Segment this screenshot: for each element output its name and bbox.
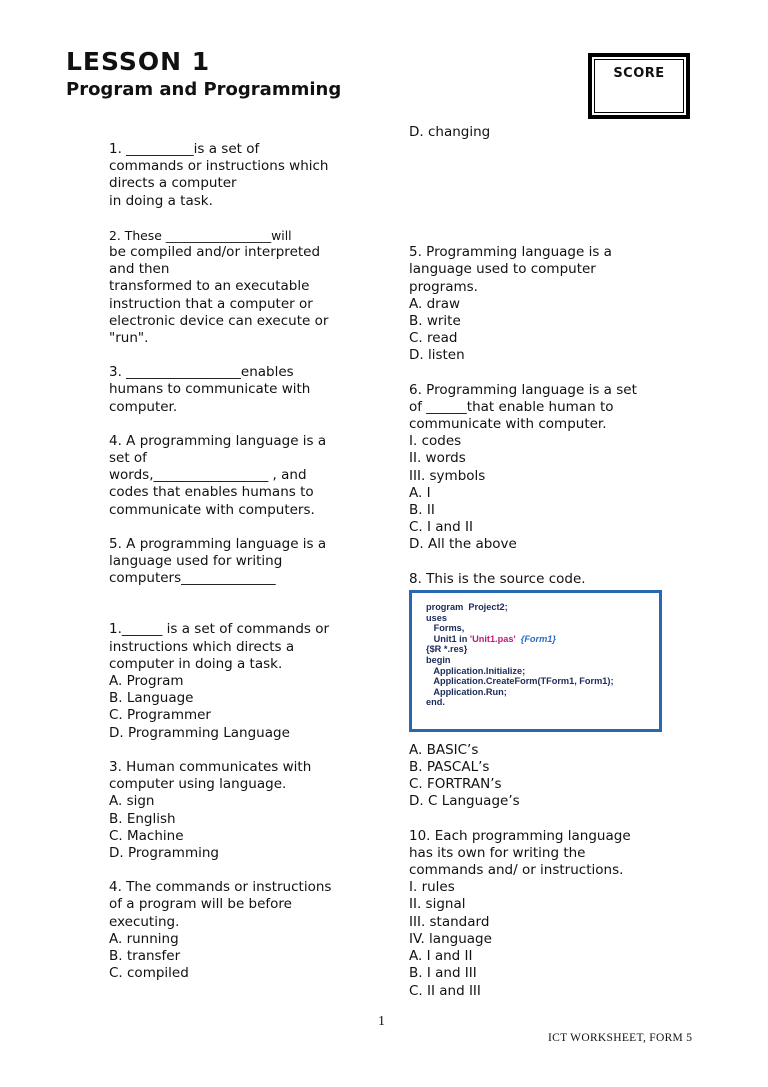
text-line: B. write: [409, 313, 461, 330]
question-fill-1: [109, 141, 371, 210]
text-line: be compiled and/or interpreted: [109, 244, 321, 261]
code-line: [426, 634, 614, 645]
question-mc-4: [109, 879, 371, 982]
text-line: 1. __________is a set of: [109, 141, 260, 157]
text-line: 10. Each programming language: [409, 827, 631, 844]
text-line: A. Program: [109, 673, 184, 690]
text-line: directs a computer: [109, 175, 237, 192]
text-line: C. Machine: [109, 827, 184, 844]
score-label: SCORE: [613, 66, 665, 81]
text-line: and then: [109, 261, 170, 278]
text-line: C. II and III: [409, 982, 481, 999]
text-line: D. changing: [409, 124, 491, 140]
text-line: A. running: [109, 930, 179, 947]
text-line: commands or instructions which: [109, 158, 329, 175]
question-fill-2: [109, 227, 371, 347]
text-line: A. BASIC’s: [409, 741, 479, 758]
text-line: I. rules: [409, 879, 455, 896]
question-mc-3: [109, 759, 371, 862]
question-mc-8-options: [409, 742, 709, 811]
code-text: Unit1 in: [426, 633, 470, 644]
code-line: Application.Run;: [426, 686, 507, 697]
text-line: 2. These _________________will: [109, 227, 292, 243]
text-line: codes that enables humans to: [109, 484, 314, 501]
text-line: D. All the above: [409, 536, 517, 553]
lesson-title: LESSON 1: [66, 47, 211, 76]
text-line: D. C Language’s: [409, 793, 520, 810]
text-line: II. signal: [409, 896, 466, 913]
text-line: C. read: [409, 330, 458, 347]
code-line: Application.CreateForm(TForm1, Form1);: [426, 676, 614, 687]
text-line: III. standard: [409, 913, 490, 930]
text-line: D. Programming: [109, 844, 219, 861]
text-line: 4. A programming language is a: [109, 432, 327, 449]
question-mc-10: [409, 828, 709, 1000]
question-mc-8: [409, 571, 709, 588]
question-mc-1: [109, 621, 371, 741]
text-line: B. English: [109, 810, 176, 827]
text-line: B. II: [409, 502, 435, 519]
text-line: of ______that enable human to: [409, 398, 614, 415]
text-line: 8. This is the source code.: [409, 570, 586, 587]
text-line: IV. language: [409, 930, 492, 947]
question-fill-5: [109, 536, 371, 588]
text-line: B. I and III: [409, 965, 477, 982]
text-line: I. codes: [409, 433, 462, 450]
text-line: 4. The commands or instructions: [109, 879, 332, 896]
text-line: communicate with computer.: [409, 416, 607, 433]
worksheet-footer: ICT WORKSHEET, FORM 5: [548, 1032, 693, 1044]
source-code-image: [409, 590, 662, 732]
code-line: begin: [426, 654, 451, 665]
text-line: 5. A programming language is a: [109, 535, 327, 552]
code-line: Forms,: [426, 623, 465, 634]
score-box: [588, 53, 690, 119]
right-column: [409, 124, 709, 1000]
text-line: A. draw: [409, 295, 461, 312]
text-line: B. PASCAL’s: [409, 759, 490, 776]
code-line: uses: [426, 612, 447, 623]
text-line: communicate with computers.: [109, 501, 315, 518]
text-line: 5. Programming language is a: [409, 244, 612, 261]
text-line: computer using language.: [109, 776, 287, 793]
code-string: 'Unit1.pas': [469, 633, 516, 644]
text-line: language used for writing: [109, 553, 283, 570]
code-line: end.: [426, 697, 445, 708]
text-line: computer.: [109, 398, 178, 415]
text-line: has its own for writing the: [409, 844, 586, 861]
code-line: Application.Initialize;: [426, 665, 526, 676]
text-line: A. I and II: [409, 948, 473, 965]
page-number: 1: [378, 1014, 385, 1029]
text-line: instruction that a computer or: [109, 295, 313, 312]
code-line: {$R *.res}: [426, 644, 468, 655]
text-line: set of: [109, 450, 147, 467]
text-line: transformed to an executable: [109, 278, 310, 295]
text-line: computer in doing a task.: [109, 655, 283, 672]
text-line: 1.______ is a set of commands or: [109, 621, 330, 638]
text-line: B. Language: [109, 690, 194, 707]
question-mc-5: [409, 244, 709, 364]
source-code: [426, 602, 614, 708]
question-mc-6: [409, 382, 709, 554]
code-comment: {Form1}: [515, 633, 556, 644]
text-line: A. I: [409, 484, 431, 501]
text-line: computers______________: [109, 570, 276, 587]
text-line: words,_________________ , and: [109, 467, 307, 484]
text-line: II. words: [409, 450, 466, 467]
text-line: programs.: [409, 278, 478, 295]
text-line: "run".: [109, 330, 149, 347]
text-line: C. compiled: [109, 965, 189, 982]
text-line: humans to communicate with: [109, 381, 311, 398]
text-line: commands and/ or instructions.: [409, 862, 624, 879]
text-line: III. symbols: [409, 467, 486, 484]
left-column: [109, 141, 371, 982]
text-line: 3. Human communicates with: [109, 758, 312, 775]
text-line: executing.: [109, 913, 180, 930]
text-line: electronic device can execute or: [109, 312, 329, 329]
text-line: D. listen: [409, 347, 465, 364]
text-line: 3. _________________enables: [109, 364, 294, 381]
text-line: C. FORTRAN’s: [409, 776, 502, 793]
text-line: in doing a task.: [109, 192, 213, 209]
text-line: instructions which directs a: [109, 638, 295, 655]
text-line: D. Programming Language: [109, 724, 290, 741]
text-line: C. Programmer: [109, 707, 211, 724]
question-fill-4: [109, 433, 371, 519]
lesson-subtitle: Program and Programming: [66, 79, 342, 100]
question-fill-3: [109, 364, 371, 416]
text-line: A. sign: [109, 793, 155, 810]
code-line: program Project2;: [426, 602, 508, 612]
text-line: 6. Programming language is a set: [409, 381, 637, 398]
text-line: language used to computer: [409, 261, 596, 278]
option-d-changing: [409, 124, 709, 141]
text-line: of a program will be before: [109, 896, 292, 913]
text-line: B. transfer: [109, 947, 181, 964]
text-line: C. I and II: [409, 519, 473, 536]
